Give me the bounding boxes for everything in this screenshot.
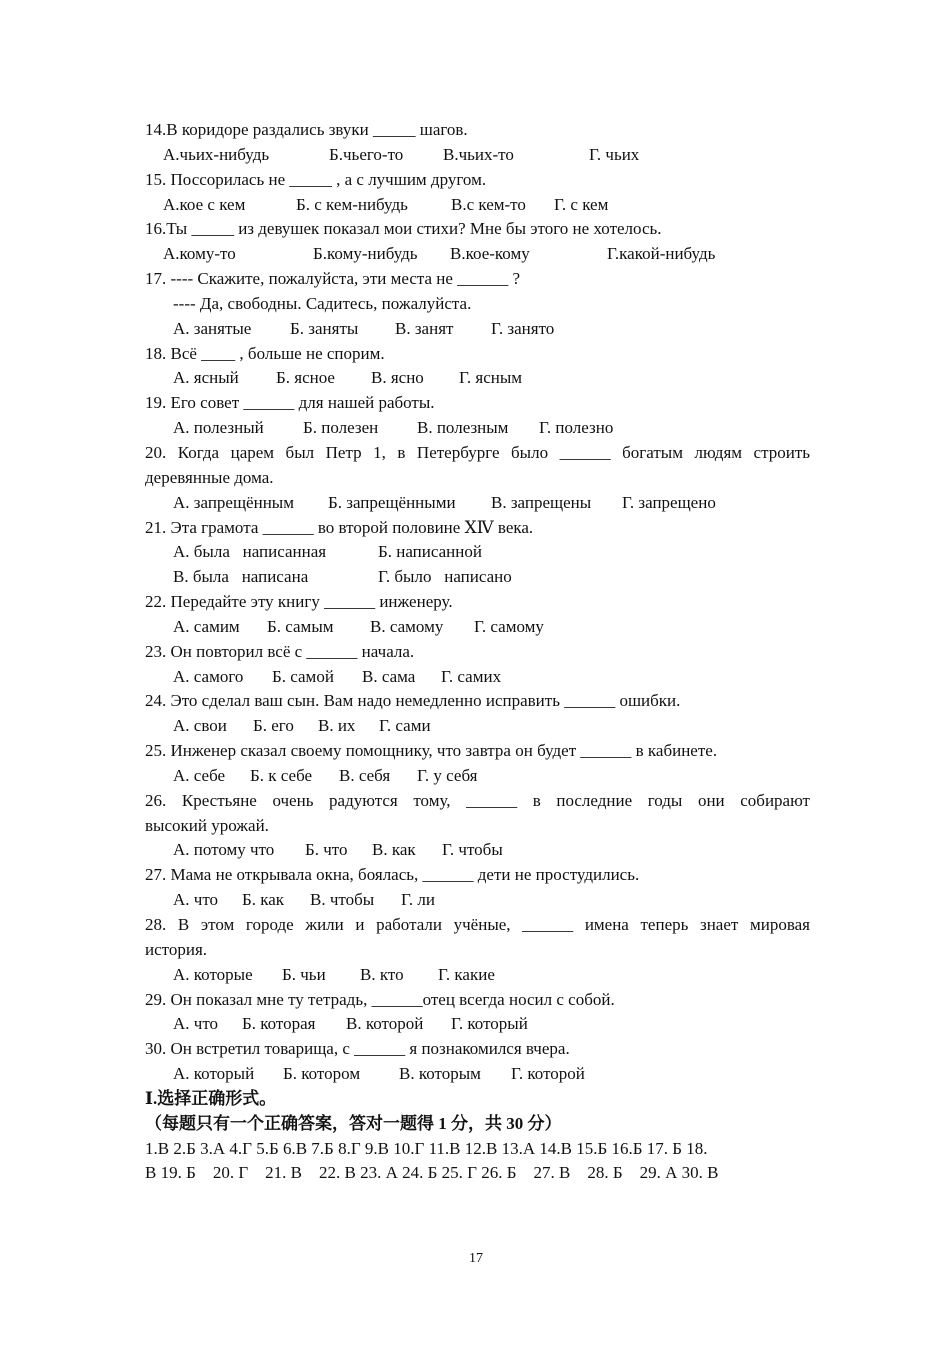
question-25-options	[145, 764, 810, 789]
question-14-options	[145, 143, 810, 168]
question-21-options-row2	[145, 565, 810, 590]
option-v: В. которым	[399, 1064, 481, 1084]
question-22: 22. Передайте эту книгу ______ инженеру.	[145, 592, 453, 612]
question-17-options	[145, 317, 810, 342]
option-g: Г. какие	[438, 964, 495, 984]
option-v: В. как	[372, 840, 416, 860]
question-23-options	[145, 665, 810, 690]
option-a: А.кое с кем	[163, 194, 246, 214]
question-20: 20. Когда царем был Петр 1, в Петербурге было ______ богатым людям строить	[145, 442, 810, 462]
option-g: Г. было написано	[378, 567, 512, 587]
question-28-continued: история.	[145, 939, 208, 959]
option-a: А. что	[173, 1014, 219, 1034]
option-a: А. самого	[173, 666, 244, 686]
option-b: Б. его	[253, 716, 294, 736]
option-v: В. была написана	[173, 567, 309, 587]
option-g: Г. ясным	[459, 368, 523, 388]
option-b: Б. к себе	[250, 765, 313, 785]
option-v: В. кто	[360, 964, 404, 984]
option-b: Б. как	[242, 890, 285, 910]
question-21: 21. Эта грамота ______ во второй половине ⅩⅣ века.	[145, 517, 534, 537]
question-16-options	[145, 242, 810, 267]
question-26: 26. Крестьяне очень радуются тому, ______ в последние годы они собирают	[145, 790, 810, 810]
option-a: А. которые	[173, 964, 253, 984]
option-v: В. полезным	[417, 418, 509, 438]
question-15: 15. Поссорилась не _____ , а с лучшим другом.	[145, 169, 487, 189]
option-a: А. была написанная	[173, 542, 327, 562]
option-v: В.кое-кому	[450, 244, 530, 264]
option-g: Г.какой-нибудь	[607, 244, 716, 264]
option-a: А.чьих-нибудь	[163, 144, 270, 164]
option-b: Б. которая	[242, 1014, 316, 1034]
question-26-options	[145, 838, 810, 863]
question-17: 17. ---- Скажите, пожалуйста, эти места не ______ ?	[145, 269, 520, 289]
exercise-content	[145, 118, 810, 1186]
option-v: В. ясно	[371, 368, 424, 388]
option-g: Г. которой	[511, 1064, 585, 1084]
option-g: Г. чьих	[589, 144, 640, 164]
option-g: Г. самих	[441, 666, 502, 686]
option-b: Б. котором	[283, 1064, 361, 1084]
option-g: Г. ли	[401, 890, 435, 910]
option-v: В. чтобы	[310, 890, 375, 910]
question-27-options	[145, 888, 810, 913]
question-29: 29. Он показал мне ту тетрадь, ______отец всегда носил с собой.	[145, 989, 615, 1009]
option-g: Г. самому	[474, 616, 544, 636]
answer-key-line-2: В 19. Б 20. Г 21. В 22. В 23. А 24. Б 25. Г 26. Б 27. В 28. Б 29. А 30. В	[145, 1163, 719, 1183]
question-24: 24. Это сделал ваш сын. Вам надо немедленно исправить ______ ошибки.	[145, 691, 681, 711]
answer-section-note: （每题只有一个正确答案，答对一题得 1 分，共 30 分）	[145, 1113, 562, 1133]
option-a: А. себе	[173, 765, 226, 785]
option-a: А. ясный	[173, 368, 239, 388]
option-g: Г. занято	[491, 318, 555, 338]
question-30-options	[145, 1062, 810, 1087]
option-v: В. их	[318, 716, 356, 736]
option-b: Б.кому-нибудь	[313, 244, 418, 264]
option-b: Б.чьего-то	[329, 144, 404, 164]
option-b: Б. чьи	[282, 964, 326, 984]
question-28-options	[145, 963, 810, 988]
option-b: Б. полезен	[303, 418, 379, 438]
option-v: В. себя	[339, 765, 391, 785]
question-22-options	[145, 615, 810, 640]
option-v: В. которой	[346, 1014, 424, 1034]
question-30: 30. Он встретил товарища, с ______ я познакомился вчера.	[145, 1039, 570, 1059]
option-a: А. занятые	[173, 318, 252, 338]
option-b: Б. самой	[272, 666, 334, 686]
option-a: А. полезный	[173, 418, 264, 438]
question-28: 28. В этом городе жили и работали учёные, ______ имена теперь знает мировая	[145, 915, 810, 934]
question-19-options	[145, 416, 810, 441]
option-v: В. запрещены	[491, 492, 592, 512]
question-24-options	[145, 714, 810, 739]
answer-key-line-1: 1.В 2.Б 3.А 4.Г 5.Б 6.В 7.Б 8.Г 9.В 10.Г 11.В 12.В 13.А 14.В 15.Б 16.Б 17. Б 18.	[145, 1138, 708, 1158]
question-26-continued: высокий урожай.	[145, 815, 269, 835]
option-v: В. сама	[362, 666, 416, 686]
question-21-options-row1	[145, 540, 810, 565]
option-a: А. самим	[173, 616, 240, 636]
option-a: А. который	[173, 1064, 255, 1084]
question-19: 19. Его совет ______ для нашей работы.	[145, 393, 435, 413]
option-b: Б. что	[305, 840, 348, 860]
option-g: Г. сами	[379, 716, 431, 736]
option-g: Г. с кем	[554, 194, 609, 214]
option-g: Г. у себя	[417, 765, 478, 785]
option-b: Б. с кем-нибудь	[296, 194, 408, 214]
question-27: 27. Мама не открывала окна, боялась, ______ дети не простудились.	[145, 865, 640, 885]
option-a: А. запрещённым	[173, 492, 294, 512]
question-25: 25. Инженер сказал своему помощнику, что завтра он будет ______ в кабинете.	[145, 741, 718, 761]
option-b: Б. запрещёнными	[328, 492, 456, 512]
option-a: А.кому-то	[163, 244, 236, 264]
option-v: В. самому	[370, 616, 444, 636]
question-18-options	[145, 366, 810, 391]
option-g: Г. полезно	[539, 418, 614, 438]
option-b: Б. заняты	[290, 318, 359, 338]
question-16: 16.Ты _____ из девушек показал мои стихи? Мне бы этого не хотелось.	[145, 219, 662, 239]
question-15-options	[145, 193, 810, 218]
question-18: 18. Всё ____ , больше не спорим.	[145, 343, 385, 363]
option-g: Г. чтобы	[442, 840, 503, 860]
question-20-continued: деревянные дома.	[145, 467, 274, 487]
option-v: В.чьих-то	[443, 144, 514, 164]
question-20-options	[145, 491, 810, 516]
option-v: В.с кем-то	[451, 194, 526, 214]
page-number: 17	[469, 1251, 483, 1266]
option-v: В. занят	[395, 318, 454, 338]
option-b: Б. ясное	[276, 368, 335, 388]
option-b: Б. самым	[267, 616, 334, 636]
question-14: 14.В коридоре раздались звуки _____ шагов.	[145, 120, 468, 139]
option-a: А. свои	[173, 716, 227, 736]
option-g: Г. который	[451, 1014, 528, 1034]
option-b: Б. написанной	[378, 542, 482, 562]
answer-section-heading: Ⅰ.选择正确形式。	[145, 1088, 277, 1108]
option-g: Г. запрещено	[622, 492, 716, 512]
question-29-options	[145, 1012, 810, 1037]
option-a: А. что	[173, 890, 219, 910]
option-a: А. потому что	[173, 840, 275, 860]
question-23: 23. Он повторил всё с ______ начала.	[145, 641, 415, 661]
question-17-reply: ---- Да, свободны. Садитесь, пожалуйста.	[173, 293, 472, 313]
